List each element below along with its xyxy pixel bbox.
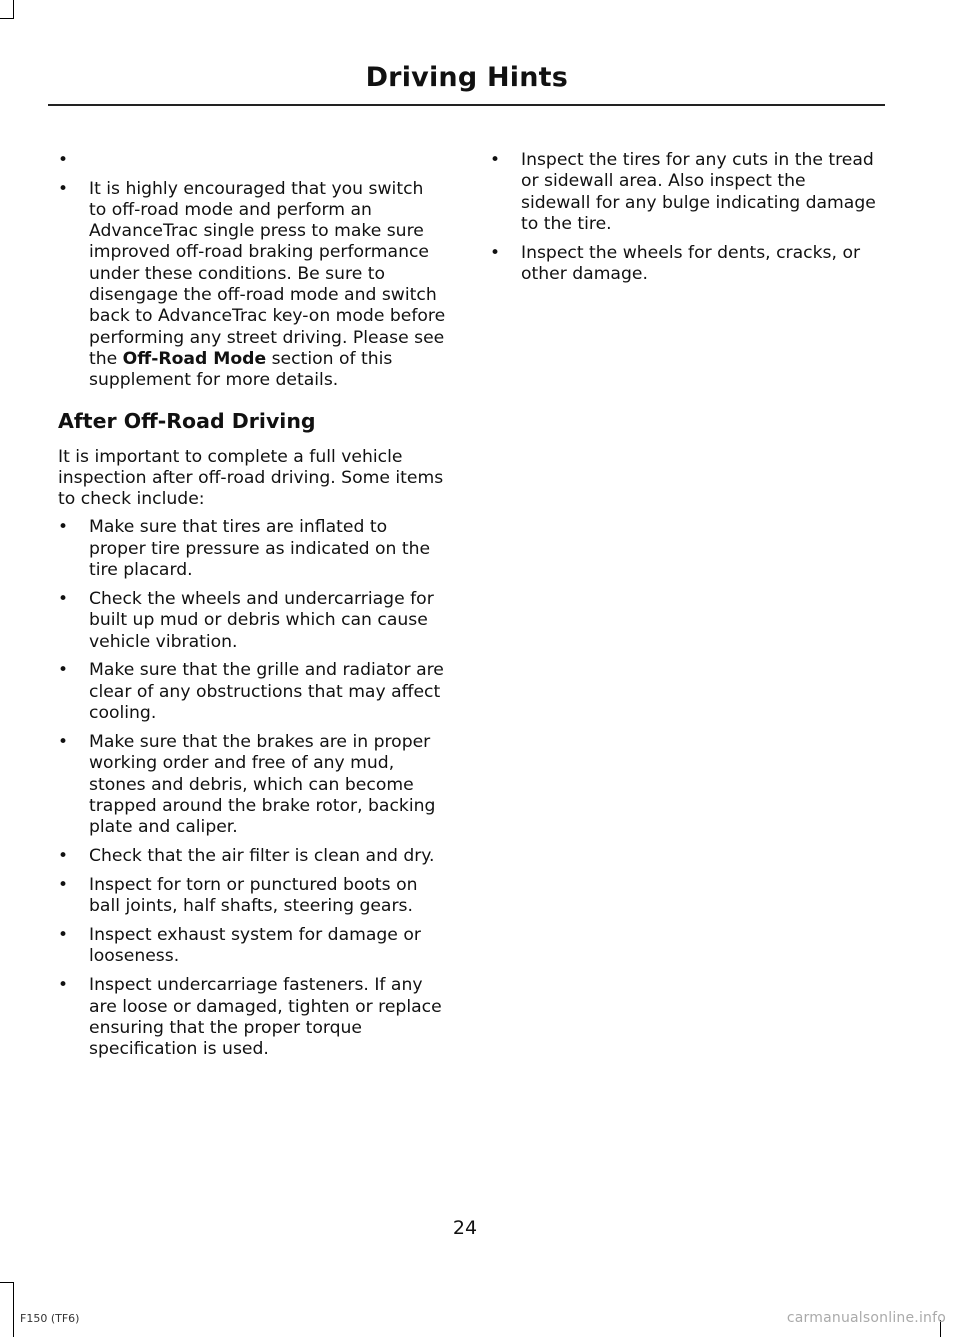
bullet-item [58, 925, 446, 968]
bullet-item [58, 660, 446, 724]
crop-mark-bottom-left-h [0, 1282, 14, 1283]
bullet-dot: • [58, 845, 69, 866]
bullet-item [58, 846, 446, 867]
page-header-title: Driving Hints [365, 62, 568, 93]
bullet-dot: • [58, 517, 69, 538]
bullet-item [490, 243, 880, 286]
bullet-dot: • [58, 731, 69, 752]
bullet-item [58, 517, 446, 581]
bullet-text: Inspect the wheels for dents, cracks, or other damage. [521, 242, 861, 285]
header-divider [48, 104, 885, 106]
top-bullet-list [58, 150, 446, 392]
bullet-dot: • [58, 874, 69, 895]
bullet-dot: • [58, 975, 69, 996]
bullet-text: Inspect for torn or punctured boots on ball joints, half shafts, steering gears. [89, 874, 418, 917]
bullet-text: Inspect undercarriage fasteners. If any are loose or damaged, tighten or replace ensuring that the proper torque specification is used. [89, 975, 442, 1060]
bullet-dot: • [58, 925, 69, 946]
bullet-item [58, 732, 446, 838]
bullet-dot: • [490, 242, 501, 263]
crop-mark-top-left-h [0, 18, 14, 19]
cross-reference: Off-Road Mode [122, 348, 267, 369]
bullet-dot: • [490, 150, 501, 170]
bullet-text: section of this supplement for more details. [89, 348, 393, 391]
crop-mark-bottom-left-v [13, 1282, 14, 1337]
bullet-dot: • [58, 150, 69, 170]
model-code: F150 (TF6) [20, 1312, 80, 1325]
bullet-item [58, 179, 446, 392]
bullet-item [58, 975, 446, 1060]
watermark: carmanualsonline.info [786, 1310, 946, 1326]
page-number: 24 [452, 1217, 478, 1239]
bullet-item [58, 589, 446, 653]
left-column [58, 150, 446, 1068]
bullet-item [490, 150, 880, 235]
bullet-text: Make sure that the brakes are in proper working order and free of any mud, stones and debris, which can become trapped around the brake rotor, backing plate and caliper. [89, 731, 436, 838]
bullet-dot: • [58, 178, 69, 199]
bullet-text: Check that the air filter is clean and dry. [89, 845, 435, 866]
section-heading: After Off-Road Driving [58, 408, 316, 433]
bullet-text: Inspect exhaust system for damage or looseness. [89, 925, 421, 967]
bullet-item [58, 875, 446, 918]
bullet-dot: • [58, 588, 69, 609]
right-column [490, 150, 880, 293]
bullet-dot: • [58, 660, 69, 681]
bullet-text: Inspect the tires for any cuts in the tread or sidewall area. Also inspect the sidewall for any bulge indicating damage to the tire. [521, 150, 876, 234]
bullet-text: It is highly encouraged that you switch to off-road mode and perform an AdvanceTrac single press to make sure improved off-road braking performance under these conditions. Be sure to disengage the off-road mode and switch back to AdvanceTrac key-on mode before performing any street driving. Please see the [89, 178, 446, 369]
tire-inspection-bullet-list [490, 150, 880, 285]
crop-mark-top-left-v [13, 0, 14, 18]
bullet-item [58, 150, 446, 171]
bullet-text: Make sure that the grille and radiator are clear of any obstructions that may affect cooling. [89, 660, 444, 724]
bullet-text: Make sure that tires are inflated to proper tire pressure as indicated on the tire placard. [89, 517, 431, 581]
bullet-text: Check the wheels and undercarriage for built up mud or debris which can cause vehicle vibration. [89, 588, 434, 652]
section-intro: It is important to complete a full vehicle inspection after off-road driving. Some items to check include: [58, 446, 444, 510]
inspection-bullet-list [58, 517, 446, 1060]
